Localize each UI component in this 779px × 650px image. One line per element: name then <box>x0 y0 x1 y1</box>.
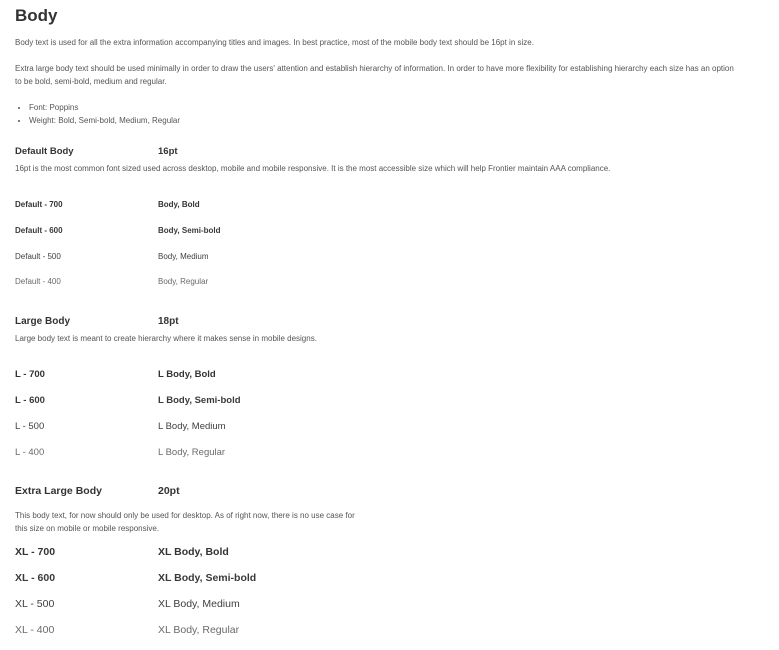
section-name: Extra Large Body <box>15 485 102 497</box>
page-title: Body <box>15 6 58 25</box>
section-description: 16pt is the most common font sized used across desktop, mobile and mobile responsive. It is the most accessible size which will help Frontier maintain AAA compliance. <box>15 164 611 173</box>
section-size: 16pt <box>158 146 178 157</box>
weight-code: Default - 600 <box>15 226 63 235</box>
section-name: Large Body <box>15 316 71 327</box>
weight-code: XL - 500 <box>15 598 55 610</box>
weight-code: L - 700 <box>15 369 45 380</box>
list-item: • Font: Poppins <box>29 101 180 114</box>
weight-code: L - 600 <box>15 395 45 406</box>
weight-code: Default - 400 <box>15 277 61 286</box>
weight-sample: XL Body, Regular <box>158 624 240 636</box>
weight-sample: Body, Medium <box>158 252 209 261</box>
section-description: Large body text is meant to create hierarchy where it makes sense in mobile designs. <box>15 334 317 343</box>
weight-code: XL - 400 <box>15 624 55 636</box>
weight-sample: XL Body, Bold <box>158 546 229 558</box>
extra-large-note: Extra large body text should be used minimally in order to draw the users' attention and establish hierarchy of information. In order to have more flexibility for establishing hierarchy each size has an option to be bold, semi-bold, medium and regular. <box>15 64 734 86</box>
weight-sample: Body, Regular <box>158 277 209 286</box>
weight-sample: XL Body, Semi-bold <box>158 572 257 584</box>
intro-paragraph: Body text is used for all the extra information accompanying titles and images. In best practice, most of the mobile body text should be 16pt in size. <box>15 38 534 47</box>
weight-sample: Body, Bold <box>158 200 200 209</box>
weight-sample: Body, Semi-bold <box>158 226 221 235</box>
weight-sample: L Body, Bold <box>158 369 216 380</box>
section-name: Default Body <box>15 146 74 157</box>
weight-code: L - 500 <box>15 421 45 432</box>
section-size: 18pt <box>158 316 179 327</box>
weight-code: L - 400 <box>15 447 45 458</box>
weight-sample: L Body, Semi-bold <box>158 395 241 406</box>
weight-sample: XL Body, Medium <box>158 598 240 610</box>
weight-code: XL - 700 <box>15 546 56 558</box>
weight-code: Default - 700 <box>15 200 63 209</box>
weight-code: Default - 500 <box>15 252 61 261</box>
section-size: 20pt <box>158 485 180 497</box>
weight-sample: L Body, Medium <box>158 421 226 432</box>
weight-code: XL - 600 <box>15 572 56 584</box>
font-spec-list <box>15 101 180 127</box>
list-item: • Weight: Bold, Semi-bold, Medium, Regular <box>29 114 180 127</box>
section-description: This body text, for now should only be used for desktop. As of right now, there is no use case for this size on mobile or mobile responsive. <box>15 511 355 533</box>
weight-sample: L Body, Regular <box>158 447 226 458</box>
